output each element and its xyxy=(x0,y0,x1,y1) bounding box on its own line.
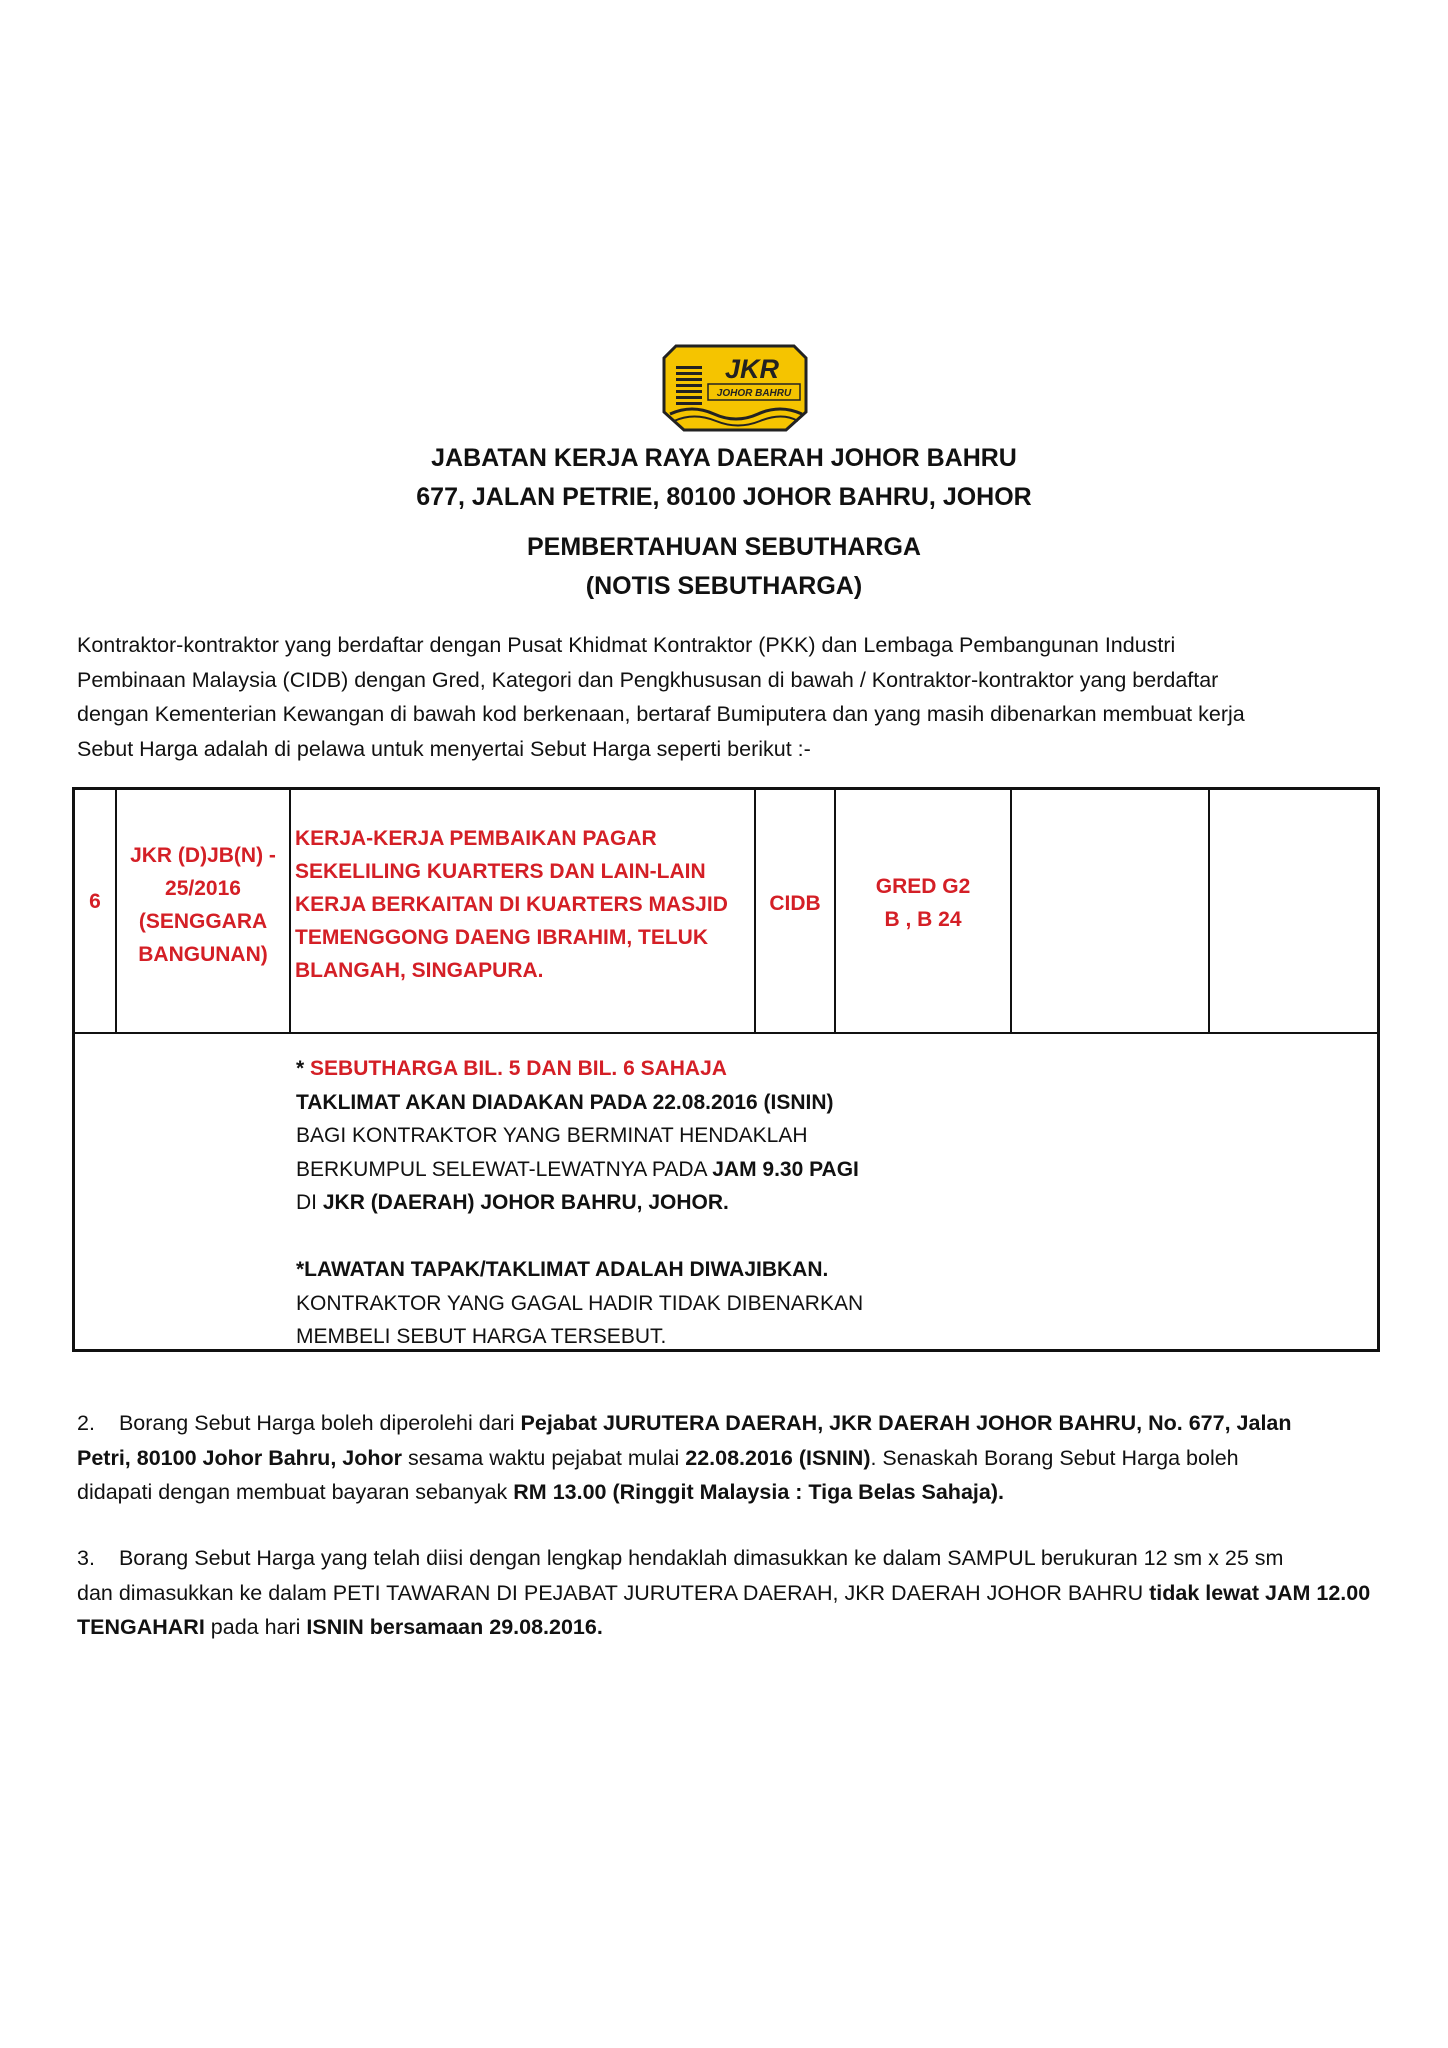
contractor-grade: GRED G2 B , B 24 xyxy=(875,875,971,931)
tender-reference: JKR (D)JB(N) - 25/2016 (SENGGARA BANGUNAN) xyxy=(130,844,276,966)
work-description: KERJA-KERJA PEMBAIKAN PAGAR SEKELILING KUARTERS DAN LAIN-LAIN KERJA BERKAITAN DI KUARTERS MASJID TEMENGGONG DAENG IBRAHIM, TELUK BLANGAH, SINGAPURA. xyxy=(295,827,728,982)
dept-address: 677, JALAN PETRIE, 80100 JOHOR BAHRU, JOHOR xyxy=(416,483,1032,511)
notice-subtitle: (NOTIS SEBUTHARGA) xyxy=(585,572,863,600)
jkr-logo xyxy=(662,344,808,432)
intro-paragraph xyxy=(77,628,1377,766)
briefing-date: TAKLIMAT AKAN DIADAKAN PADA 22.08.2016 (ISNIN) xyxy=(296,1090,834,1114)
notice-title: PEMBERTAHUAN SEBUTHARGA xyxy=(527,533,921,561)
column-divider xyxy=(1010,790,1012,1034)
svg-text:JOHOR BAHRU: JOHOR BAHRU xyxy=(716,388,792,399)
mandatory-notice: *LAWATAN TAPAK/TAKLIMAT ADALAH DIWAJIBKAN. xyxy=(296,1258,829,1281)
row-divider xyxy=(75,1032,1377,1034)
column-divider xyxy=(289,790,291,1034)
column-divider xyxy=(1208,790,1210,1034)
intro-line: dengan Kementerian Kewangan di bawah kod berkenaan, bertaraf Bumiputera dan yang masih dibenarkan membuat kerja xyxy=(77,702,1245,726)
tender-table xyxy=(72,787,1380,1352)
item-number: 6 xyxy=(89,890,101,913)
registration-body: CIDB xyxy=(769,892,821,915)
intro-line: Kontraktor-kontraktor yang berdaftar dengan Pusat Khidmat Kontraktor (PKK) dan Lembaga Pembangunan Industri xyxy=(77,633,1176,657)
paragraph-3: 3. Borang Sebut Harga yang telah diisi dengan lengkap hendaklah dimasukkan ke dalam SAMPUL berukuran 12 sm x 25 sm dan dimasukkan ke dalam PETI TAWARAN DI PEJABAT JURUTERA DAERAH, JKR DAERAH JOHOR BAHRU tidak lewat JAM 12.00 TENGAHARI pada hari ISNIN bersamaan 29.08.2016. xyxy=(77,1546,1371,1639)
intro-line: Pembinaan Malaysia (CIDB) dengan Gred, Kategori dan Pengkhususan di bawah / Kontraktor-kontraktor yang berdaftar xyxy=(77,667,1219,692)
briefing-notes: * SEBUTHARGA BIL. 5 DAN BIL. 6 SAHAJA TAKLIMAT AKAN DIADAKAN PADA 22.08.2016 (ISNIN) BAGI KONTRAKTOR YANG BERMINAT HENDAKLAH BERKUMPUL SELEWAT-LEWATNYA PADA JAM 9.30 PAGI DI JKR (DAERAH) JOHOR BAHRU, JOHOR. *LAWATAN TAPAK/TAKLIMAT ADALAH DIWAJIBKAN. KONTRAKTOR YANG GAGAL HADIR TIDAK DIBENARKAN MEMBELI SEBUT HARGA TERSEBUT. xyxy=(296,1052,1296,1354)
svg-text:JKR: JKR xyxy=(724,354,780,384)
intro-line: Sebut Harga adalah di pelawa untuk menyertai Sebut Harga seperti berikut :- xyxy=(77,736,811,761)
quotation-scope: SEBUTHARGA BIL. 5 DAN BIL. 6 SAHAJA xyxy=(310,1057,727,1080)
paragraph-2: 2. Borang Sebut Harga boleh diperolehi dari Pejabat JURUTERA DAERAH, JKR DAERAH JOHOR BAHRU, No. 677, Jalan Petri, 80100 Johor Bahru, Johor sesama waktu pejabat mulai 22.08.2016 (ISNIN). Senaskah Borang Sebut Harga boleh didapati dengan membuat bayaran sebanyak RM 13.00 (Ringgit Malaysia : Tiga Belas Sahaja). xyxy=(77,1411,1292,1504)
dept-name: JABATAN KERJA RAYA DAERAH JOHOR BAHRU xyxy=(431,444,1017,472)
